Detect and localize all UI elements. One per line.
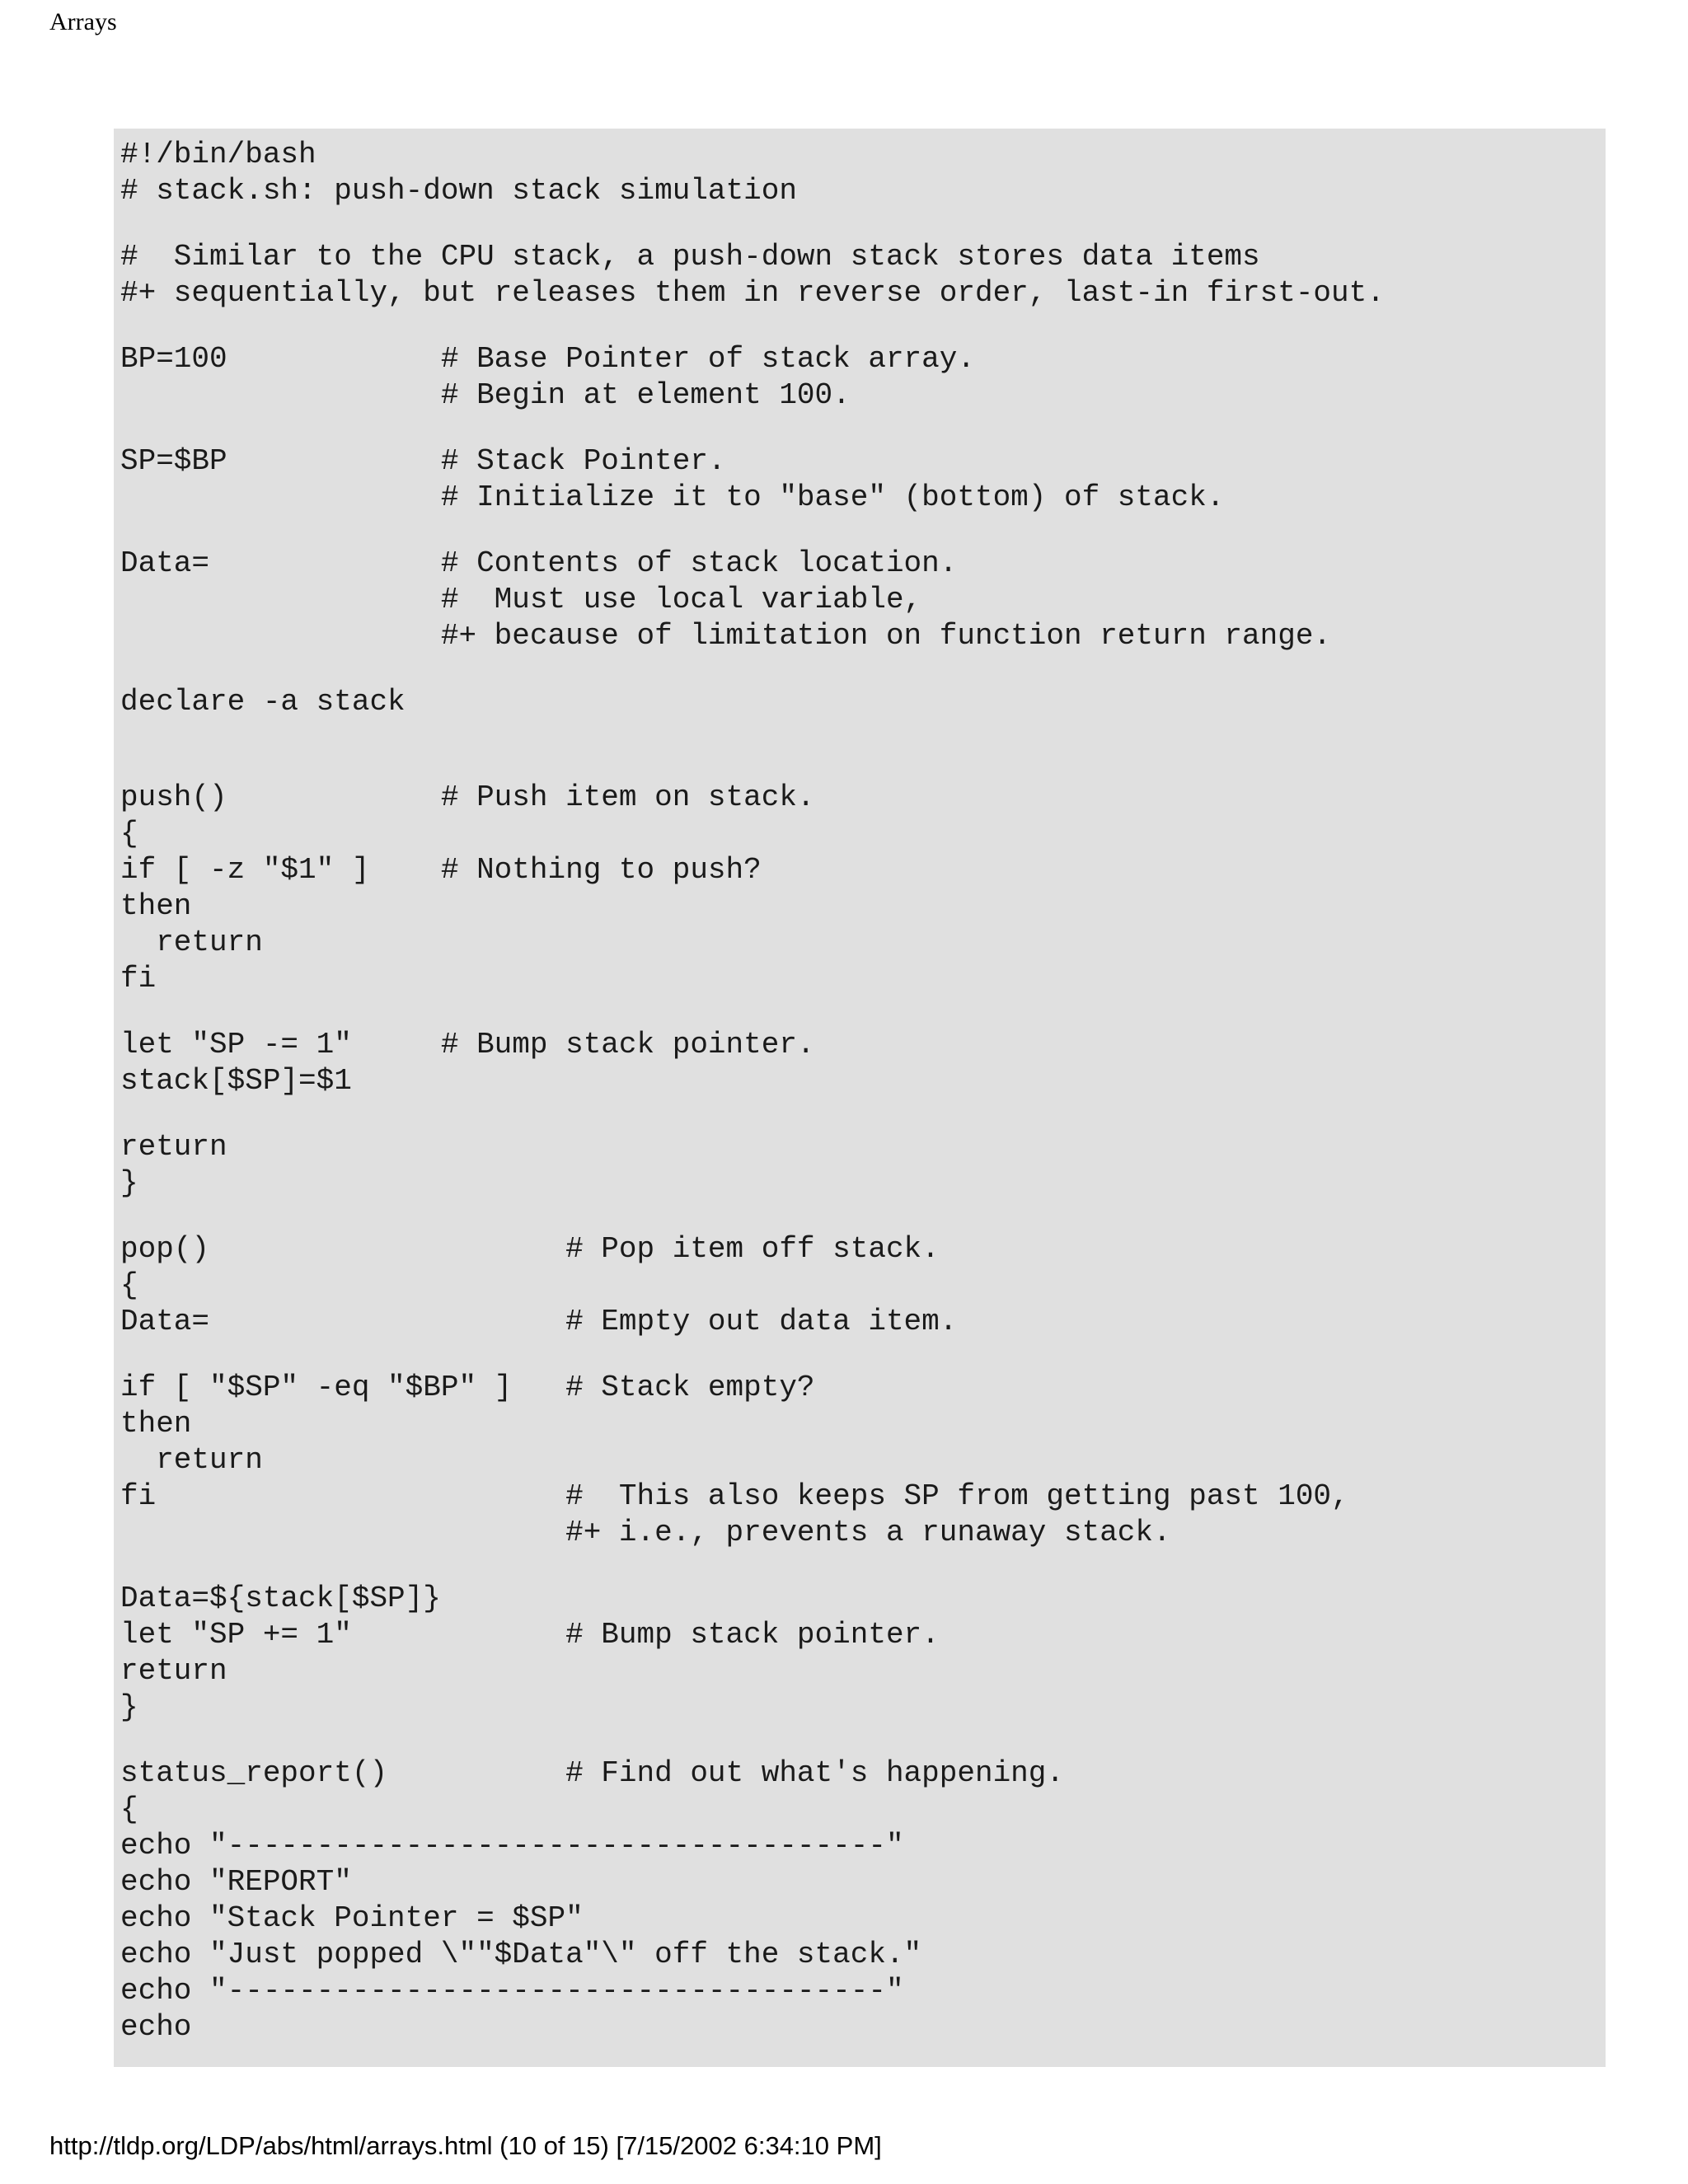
code-line: return [120,1130,227,1164]
code-line: #+ i.e., prevents a runaway stack. [120,1516,1171,1549]
code-line: declare -a stack [120,685,406,719]
code-line: } [120,1690,138,1724]
code-line: if [ "$SP" -eq "$BP" ] # Stack empty? [120,1371,815,1404]
code-line: { [120,817,138,851]
code-line: # Must use local variable, [120,583,922,616]
code-line: echo "REPORT" [120,1865,352,1899]
code-blank-line [120,209,1606,239]
page-footer-url: http://tldp.org/LDP/abs/html/arrays.html (10 of 15) [7/15/2002 6:34:10 PM] [49,2131,882,2160]
code-blank-line [120,1202,1606,1231]
code-line: pop() # Pop item off stack. [120,1232,940,1266]
code-line: echo "Just popped \""$Data"\" off the stack." [120,1938,922,1971]
code-line: push() # Push item on stack. [120,780,815,814]
code-line: #+ sequentially, but releases them in reverse order, last-in first-out. [120,276,1385,310]
code-line: status_report() # Find out what's happening. [120,1756,1064,1790]
code-line: Data= # Empty out data item. [120,1305,958,1338]
code-line: #+ because of limitation on function return range. [120,619,1332,653]
code-line: echo "Stack Pointer = $SP" [120,1901,584,1935]
code-line: BP=100 # Base Pointer of stack array. [120,342,975,376]
code-line: return [120,926,263,959]
code-line: Data=${stack[$SP]} [120,1582,441,1615]
code-blank-line [120,654,1606,684]
code-blank-line [120,414,1606,443]
code-blank-line [120,1340,1606,1370]
code-blank-line [120,1551,1606,1581]
page-header-title: Arrays [49,8,117,35]
code-line: if [ -z "$1" ] # Nothing to push? [120,853,762,887]
code-line: # Begin at element 100. [120,378,851,412]
code-line: fi # This also keeps SP from getting past 100, [120,1479,1349,1513]
code-line: SP=$BP # Stack Pointer. [120,444,726,478]
code-blank-line [120,516,1606,546]
code-line: Data= # Contents of stack location. [120,546,958,580]
code-line: return [120,1654,227,1688]
code-blank-line [120,312,1606,341]
code-line: { [120,1793,138,1826]
code-line: # Initialize it to "base" (bottom) of stack. [120,480,1225,514]
code-line: { [120,1268,138,1302]
code-blank-line [120,997,1606,1027]
code-line: let "SP -= 1" # Bump stack pointer. [120,1028,815,1062]
code-line: echo [120,2010,192,2044]
code-line: echo "-------------------------------------" [120,1974,904,2008]
code-line: stack[$SP]=$1 [120,1064,352,1098]
code-line: #!/bin/bash [120,138,316,171]
code-line: echo "-------------------------------------" [120,1829,904,1863]
code-line: } [120,1166,138,1200]
code-blank-line [120,720,1606,780]
code-line: let "SP += 1" # Bump stack pointer. [120,1618,940,1652]
code-blank-line [120,1726,1606,1755]
code-listing [114,129,1606,2067]
code-line: # Similar to the CPU stack, a push-down stack stores data items [120,240,1260,274]
code-line: fi [120,962,157,996]
code-blank-line [120,1099,1606,1129]
code-line: # stack.sh: push-down stack simulation [120,174,797,208]
code-line: then [120,1407,192,1441]
code-line: then [120,889,192,923]
code-line: return [120,1443,263,1477]
